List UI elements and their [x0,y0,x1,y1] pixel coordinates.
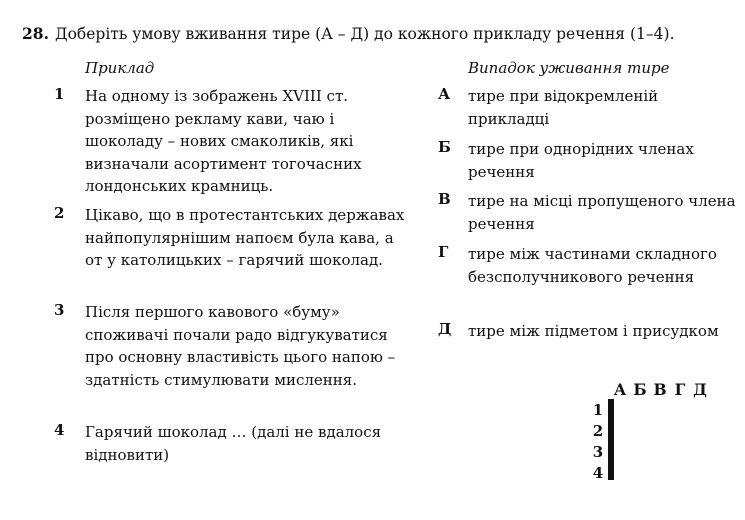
example-number: 1 [54,85,65,103]
case-text: тире між підметом і присудком [468,322,719,340]
answer-cell[interactable] [613,460,614,480]
grid-row-label: 4 [592,464,604,482]
grid-column-label: Б [633,380,647,399]
task-instruction: Доберіть умову вживання тире (А – Д) до кожного прикладу речення (1–4). [54,25,675,43]
task-number: 28. [22,24,49,43]
example-text: Гарячий шоколад … (далі не вдалося відновити) [85,423,382,464]
case-letter: Б [438,138,451,156]
case-text: тире при відокремленій прикладці [468,87,659,128]
grid-column-label: Д [693,380,707,399]
grid-column-label: Г [674,380,686,399]
answer-cell[interactable] [613,420,614,440]
grid-column-label: В [653,380,667,399]
grid-row-label: 1 [592,401,604,419]
example-text: На одному із зображень XVIII ст. розміщено рекламу кави, чаю і шоколаду – нових смаколиків, які визначали асортимент тогочасних лондонських крамниць. [85,87,362,195]
example-number: 3 [54,301,65,319]
example-number: 4 [54,421,65,439]
grid-row-label: 2 [592,422,604,440]
answer-grid-cells [608,399,614,480]
case-letter: Г [438,243,449,261]
case-letter: В [438,190,451,208]
task-header [22,24,675,43]
examples-heading: Приклад [85,59,155,77]
answer-cell[interactable] [613,440,614,460]
case-text: тире на місці пропущеного члена речення [468,192,736,233]
case-text: тире між частинами складного безсполучникового речення [468,245,717,286]
case-text: тире при однорідних членах речення [468,140,694,181]
example-text: Після першого кавового «буму» споживачі почали радо відгукуватися про основну властивість цього напою – здатність стимулювати мислення. [85,303,396,389]
cases-heading: Випадок уживання тире [468,59,670,77]
case-letter: А [438,85,451,103]
case-letter: Д [438,320,452,338]
example-text: Цікаво, що в протестантських державах найпопулярнішим напоєм була кава, а от у католицьких – гарячий шоколад. [85,206,405,269]
example-number: 2 [54,204,65,222]
answer-cell[interactable] [613,400,614,420]
grid-row-label: 3 [592,443,604,461]
grid-column-label: А [613,380,627,399]
